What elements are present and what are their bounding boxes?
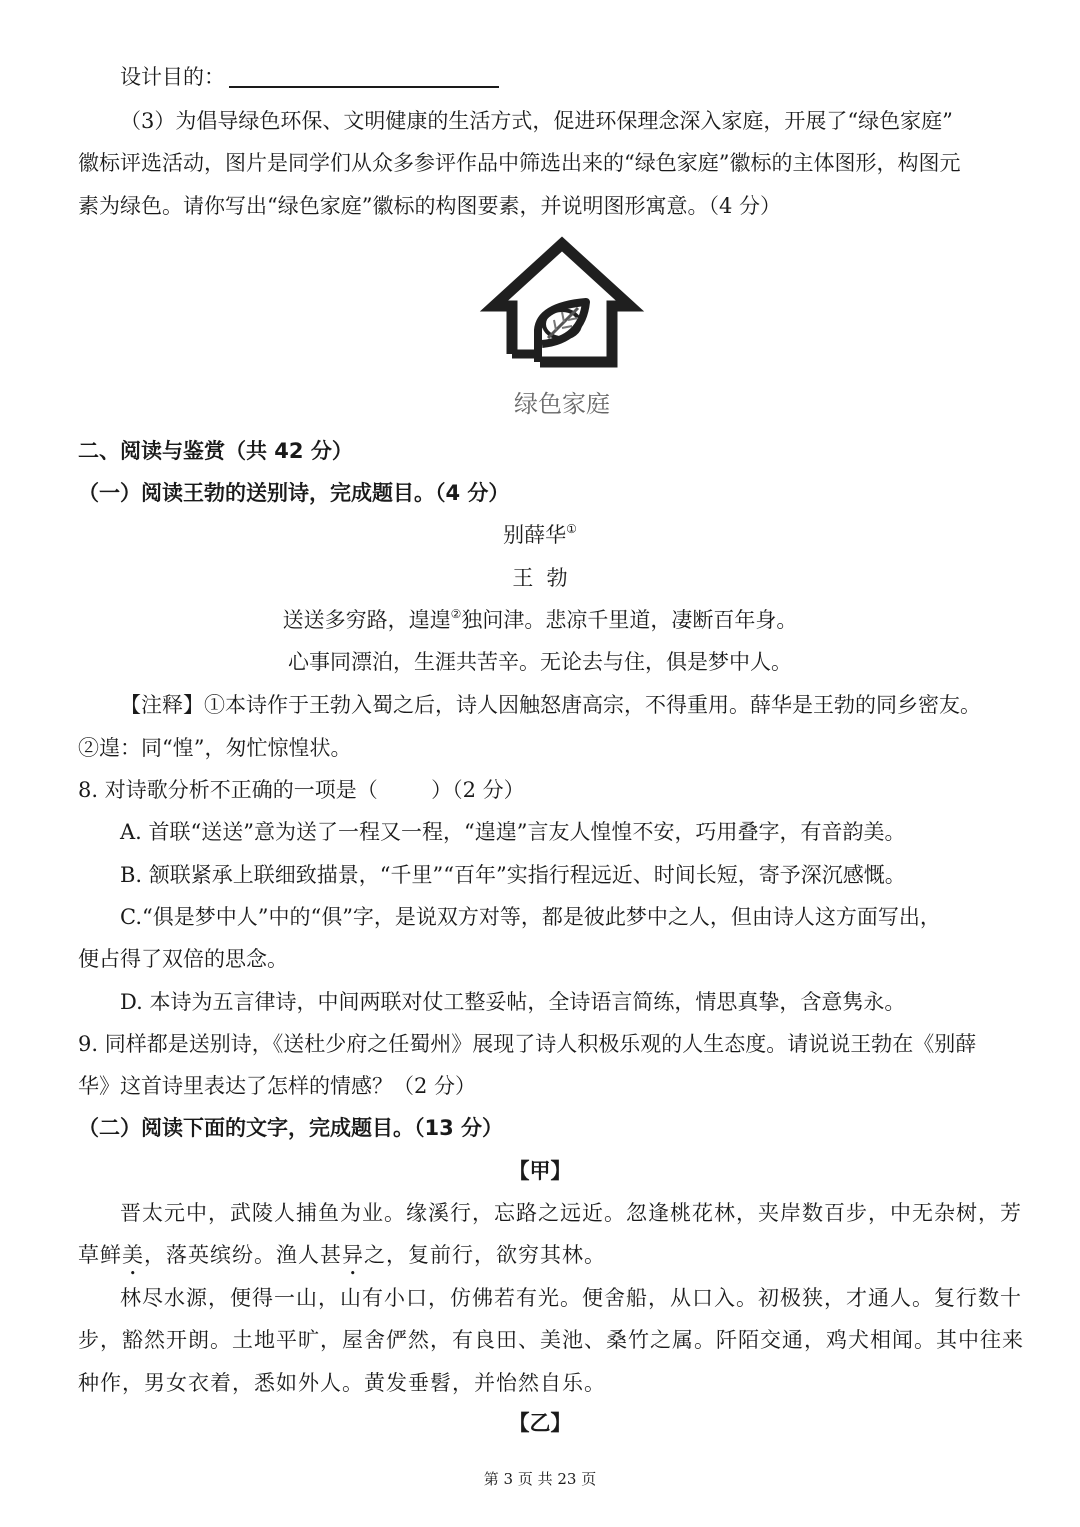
green-family-logo bbox=[478, 234, 646, 422]
section-heading: 二、阅读与鉴赏（共 42 分） bbox=[78, 439, 353, 463]
q8-option-c-line-1: C.“俱是梦中人”中的“俱”字，是说双方对等，都是彼此梦中之人，但由诗人这方面写出， bbox=[120, 905, 941, 929]
passage-p2-line-1: 林尽水源，便得一山，山有小口，仿佛若有光。便舍船，从口入。初极狭，才通人。复行数十 bbox=[120, 1286, 1022, 1310]
q8-option-c-line-2: 便占得了双倍的思念。 bbox=[78, 947, 288, 971]
q8-stem: 8. 对诗歌分析不正确的一项是（ ）（2 分） bbox=[78, 778, 525, 802]
design-purpose-label: 设计目的： bbox=[120, 65, 225, 89]
poem-title-note: ① bbox=[566, 522, 577, 536]
notes-line-2: ②遑：同“惶”，匆忙惊惶状。 bbox=[78, 736, 352, 760]
passage-p1-line-1: 晋太元中，武陵人捕鱼为业。缘溪行，忘路之远近。忽逢桃花林，夹岸数百步，中无杂树，芳 bbox=[120, 1201, 1022, 1225]
passage-p2-line-2: 步，豁然开朗。土地平旷，屋舍俨然，有良田、美池、桑竹之属。阡陌交通，鸡犬相闻。其中往来 bbox=[78, 1328, 1024, 1352]
emphasized-char: 异 bbox=[342, 1243, 364, 1267]
poem-line-1-note: ② bbox=[450, 607, 462, 621]
jia-label: 【甲】 bbox=[508, 1159, 572, 1183]
passage-p1-line-2 bbox=[78, 1240, 1008, 1280]
poem-line-1-a: 送送多穷路，遑遑 bbox=[282, 608, 451, 632]
passage-text: ，落英缤纷。渔人甚 bbox=[144, 1243, 342, 1267]
notes-line-1: 【注释】①本诗作于王勃入蜀之后，诗人因触怒唐高宗，不得重用。薛华是王勃的同乡密友。 bbox=[120, 693, 981, 717]
poem-line-1-b: 独问津。悲凉千里道，凄断百年身。 bbox=[461, 608, 798, 632]
passage-text: 之，复前行，欲穷其林。 bbox=[364, 1243, 606, 1267]
part1-heading: （一）阅读王勃的送别诗，完成题目。（4 分） bbox=[78, 481, 510, 505]
poem-line-1 bbox=[0, 605, 1080, 635]
q9-line-2: 华》这首诗里表达了怎样的情感？（2 分） bbox=[78, 1074, 477, 1098]
answer-blank bbox=[229, 64, 499, 88]
q9-line-1: 9. 同样都是送别诗，《送杜少府之任蜀州》展现了诗人积极乐观的人生态度。请说说王勃在《别薛 bbox=[78, 1032, 977, 1056]
poem-line-2: 心事同漂泊，生涯共苦辛。无论去与住，俱是梦中人。 bbox=[288, 650, 792, 674]
logo-caption: 绿色家庭 bbox=[514, 390, 610, 418]
page-footer: 第 3 页 共 23 页 bbox=[483, 1470, 597, 1488]
poem-title bbox=[0, 520, 1080, 550]
poem-title-text: 别薛华 bbox=[503, 523, 567, 547]
passage-text: 草鲜 bbox=[78, 1243, 122, 1267]
q3-line-1: （3）为倡导绿色环保、文明健康的生活方式，促进环保理念深入家庭，开展了“绿色家庭” bbox=[120, 109, 953, 133]
poem-author: 王 勃 bbox=[512, 566, 568, 590]
q8-option-b: B. 颔联紧承上联细致描景，“千里”“百年”实指行程远近、时间长短，寄予深沉感慨。 bbox=[120, 863, 906, 887]
passage-p2-line-3: 种作，男女衣着，悉如外人。黄发垂髫，并怡然自乐。 bbox=[78, 1371, 606, 1395]
q3-line-2: 徽标评选活动，图片是同学们从众多参评作品中筛选出来的“绿色家庭”徽标的主体图形，构图元 bbox=[78, 151, 961, 175]
design-purpose-line bbox=[120, 62, 1050, 92]
emphasized-char: 美 bbox=[122, 1243, 144, 1267]
q8-option-d: D. 本诗为五言律诗，中间两联对仗工整妥帖，全诗语言简练，情思真挚，含意隽永。 bbox=[120, 990, 906, 1014]
part2-heading: （二）阅读下面的文字，完成题目。（13 分） bbox=[78, 1116, 504, 1140]
yi-label: 【乙】 bbox=[508, 1411, 572, 1435]
house-leaf-icon bbox=[478, 234, 646, 422]
q8-option-a: A. 首联“送送”意为送了一程又一程，“遑遑”言友人惶惶不安，巧用叠字，有音韵美。 bbox=[120, 820, 906, 844]
q3-line-3: 素为绿色。请你写出“绿色家庭”徽标的构图要素，并说明图形寓意。（4 分） bbox=[78, 194, 782, 218]
